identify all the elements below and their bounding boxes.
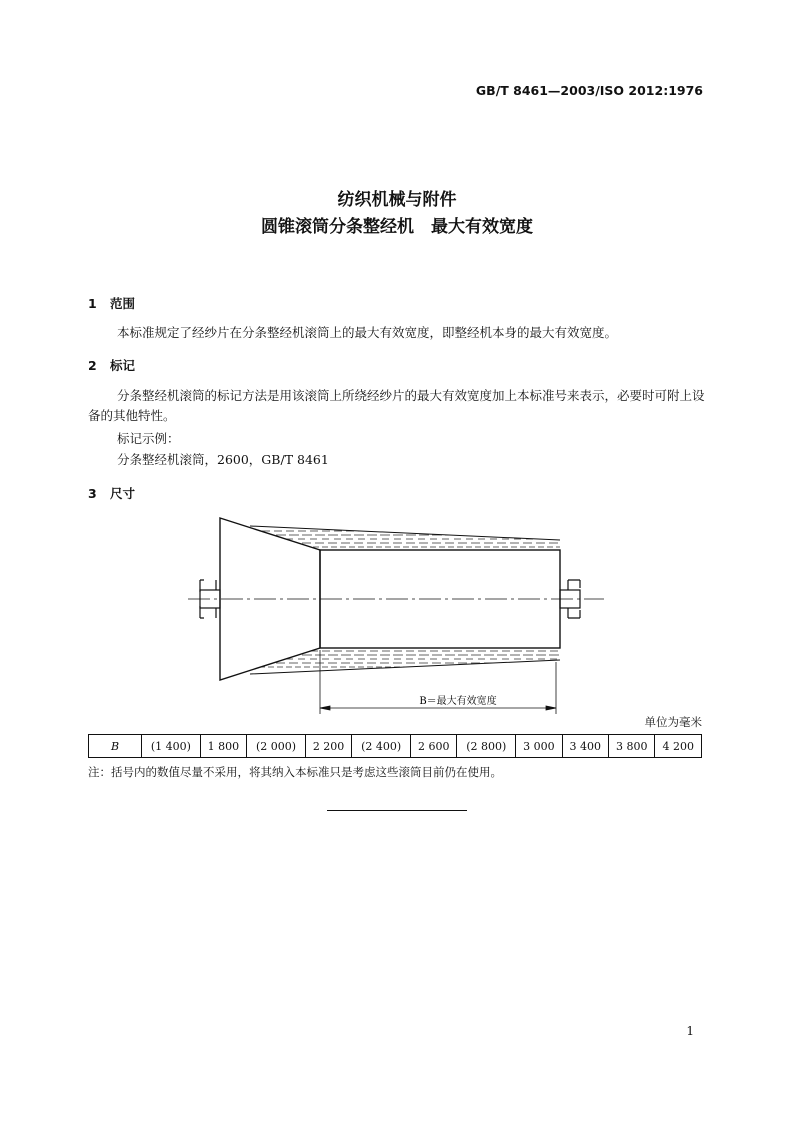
section-number: 1	[88, 296, 97, 311]
dimension-table	[88, 734, 702, 758]
unit-note: 单位为毫米	[644, 715, 702, 729]
end-rule	[327, 810, 467, 811]
dimension-label: B＝最大有效宽度	[419, 696, 497, 707]
section-heading-marking	[88, 356, 135, 374]
scope-paragraph: 本标准规定了经纱片在分条整经机滚筒上的最大有效宽度，即整经机本身的最大有效宽度。	[117, 325, 618, 340]
section-number: 3	[88, 486, 97, 501]
marking-paragraph: 分条整经机滚筒的标记方法是用该滚筒上所绕经纱片的最大有效宽度加上本标准号来表示，必要时可附上设备的其他特性。	[88, 388, 705, 423]
document-title-line2: 圆锥滚筒分条整经机 最大有效宽度	[261, 217, 533, 237]
table-cell: 2 600	[410, 735, 456, 758]
example-value: 分条整经机滚筒，2600，GB/T 8461	[117, 452, 329, 467]
standard-number-header: GB/T 8461—2003/ISO 2012:1976	[475, 83, 703, 98]
table-cell: 3 000	[516, 735, 562, 758]
page-number: 1	[686, 1024, 694, 1038]
section-title: 范围	[110, 296, 136, 311]
table-cell: (2 800)	[457, 735, 516, 758]
table-cell: 3 800	[609, 735, 655, 758]
table-footnote: 注：括号内的数值尽量不采用，将其纳入本标准只是考虑这些滚筒目前仍在使用。	[88, 765, 502, 779]
section-heading-dimensions	[88, 484, 135, 502]
section-title: 尺寸	[110, 486, 136, 501]
table-cell: (2 400)	[352, 735, 411, 758]
section-title: 标记	[110, 358, 136, 373]
table-cell: (2 000)	[247, 735, 306, 758]
table-cell: 1 800	[200, 735, 246, 758]
table-row	[89, 735, 702, 758]
table-cell: 4 200	[655, 735, 702, 758]
warp-sheet-bottom-hatch	[250, 651, 560, 667]
table-cell: 2 200	[305, 735, 351, 758]
table-header-cell: B	[89, 735, 142, 758]
table-cell: (1 400)	[142, 735, 201, 758]
warp-sheet-outline	[250, 526, 560, 674]
section-heading-scope	[88, 294, 135, 312]
section-number: 2	[88, 358, 97, 373]
example-label: 标记示例：	[117, 431, 180, 446]
table-cell: 3 400	[562, 735, 608, 758]
warping-drum-diagram	[180, 510, 620, 715]
document-title-line1: 纺织机械与附件	[337, 190, 457, 210]
